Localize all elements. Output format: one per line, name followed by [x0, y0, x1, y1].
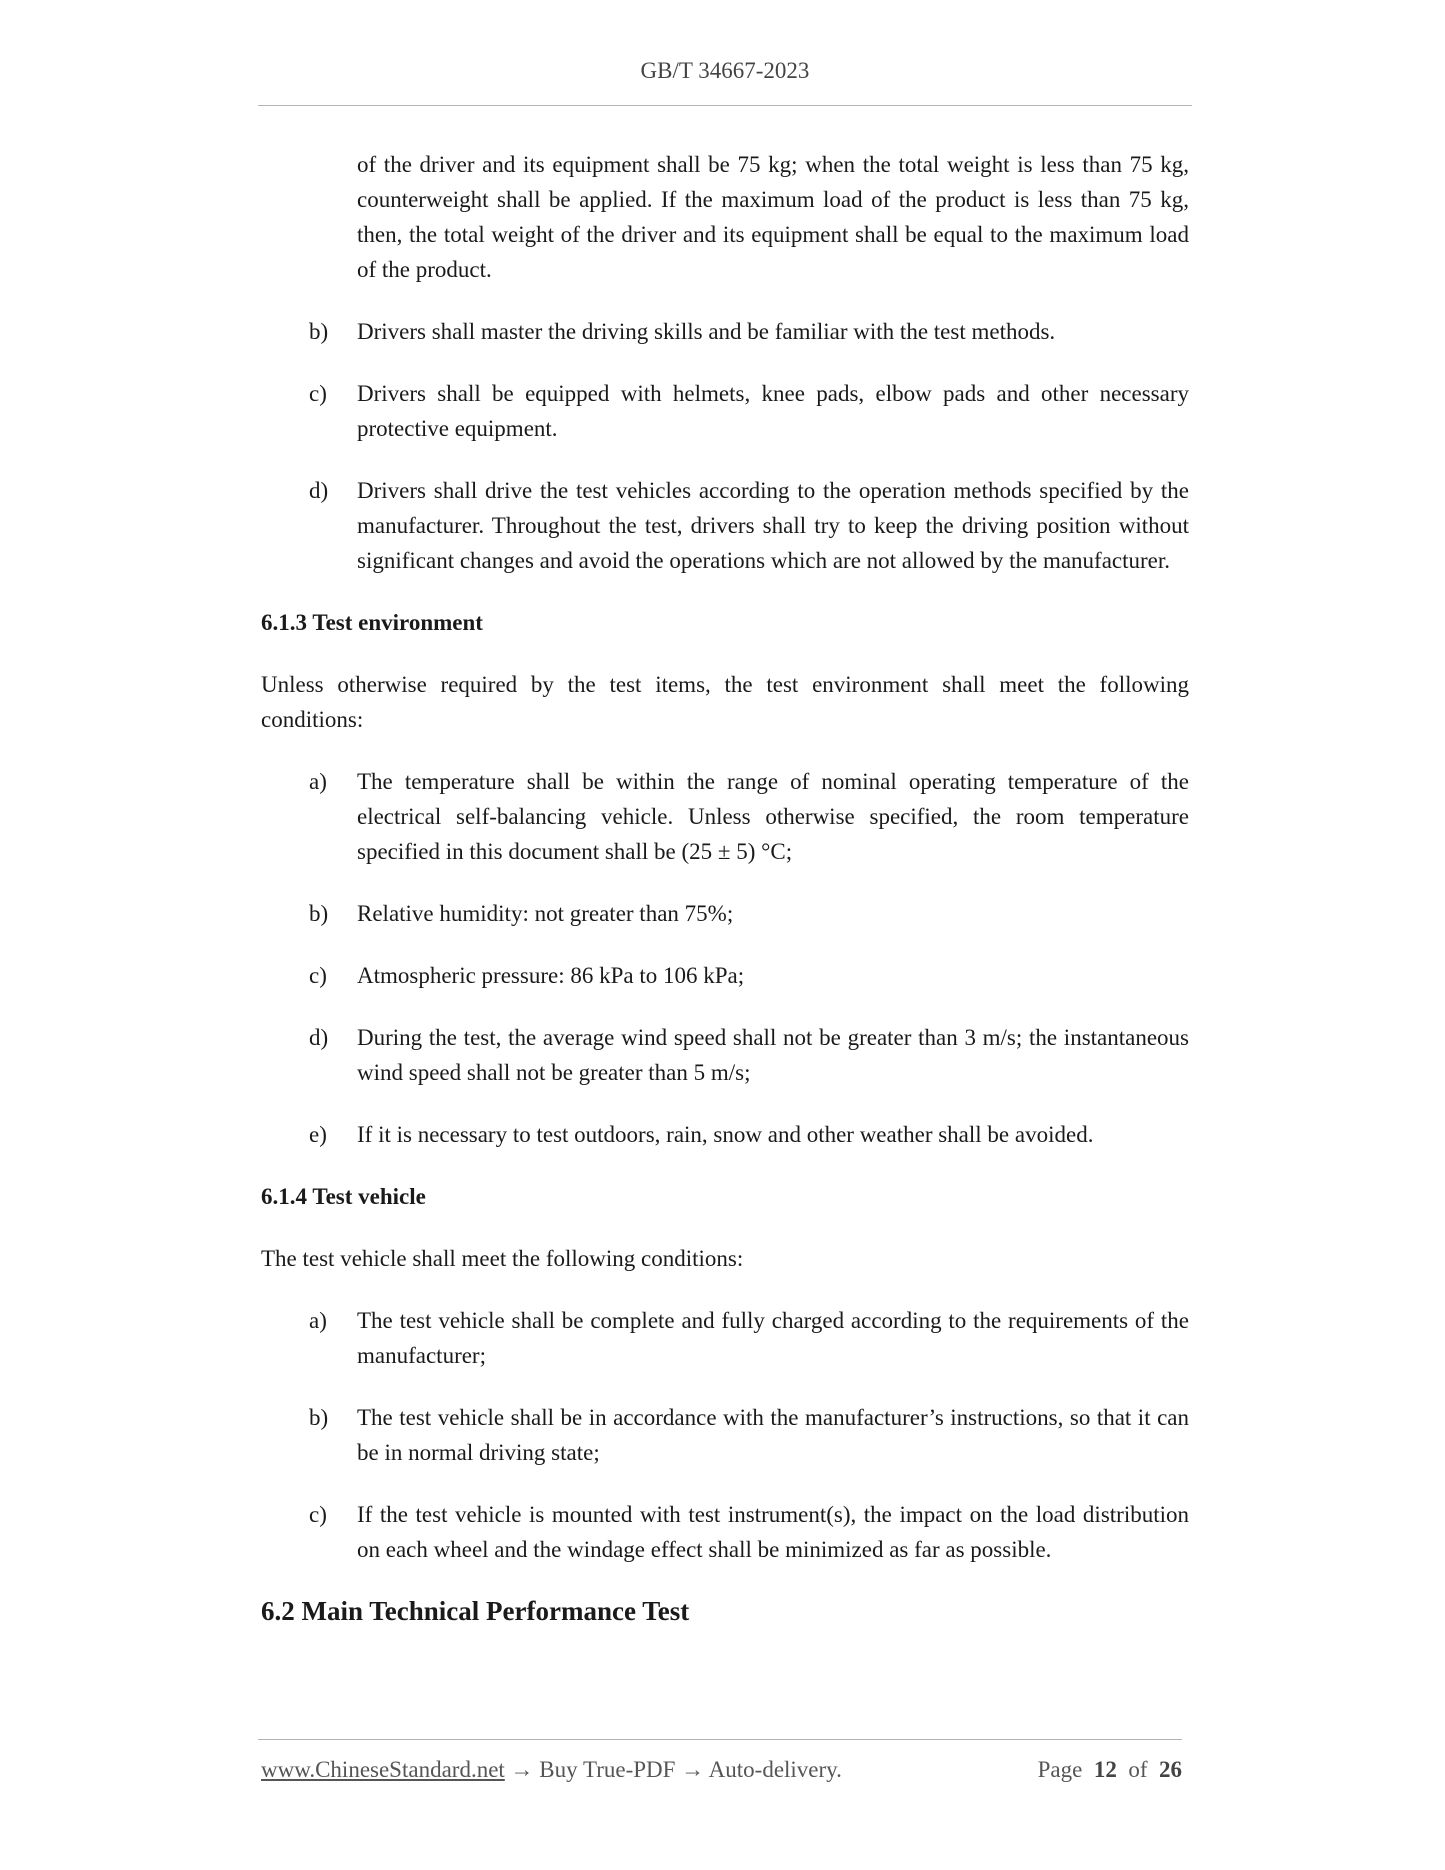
list-marker: b) [309, 901, 329, 926]
list-marker: d) [309, 1025, 329, 1050]
document-body [261, 147, 1189, 1629]
list-marker: c) [309, 381, 327, 406]
list-marker: c) [309, 1502, 327, 1527]
list-item [261, 896, 1189, 931]
list-item-text: During the test, the average wind speed shall not be greater than 3 m/s; the instantaneous wind speed shall not be greater than 5 m/s; [357, 1025, 1189, 1085]
list-item-text: The temperature shall be within the range of nominal operating temperature of the electrical self-balancing vehicle. Unless otherwise specified, the room temperature specified in this document shall be (25 ± 5) °C; [357, 769, 1189, 864]
list-marker: d) [309, 478, 329, 503]
list-item [261, 314, 1189, 349]
list-marker: c) [309, 963, 327, 988]
list-item-text: If it is necessary to test outdoors, rain, snow and other weather shall be avoided. [357, 1122, 1094, 1147]
section-intro: Unless otherwise required by the test items, the test environment shall meet the following conditions: [261, 672, 1189, 732]
total-pages-number: 26 [1159, 1757, 1182, 1782]
page-word: Page [1037, 1757, 1083, 1782]
list-item-text: Atmospheric pressure: 86 kPa to 106 kPa; [357, 963, 745, 988]
list-item [261, 1497, 1189, 1567]
list-item-text: The test vehicle shall be complete and fully charged according to the requirements of the manufacturer; [357, 1308, 1189, 1368]
section-intro: The test vehicle shall meet the following conditions: [261, 1246, 744, 1271]
list-item [261, 958, 1189, 993]
list-item-text: Relative humidity: not greater than 75%; [357, 901, 734, 926]
website-link[interactable]: www.ChineseStandard.net [261, 1757, 505, 1782]
of-word: of [1128, 1757, 1148, 1782]
list-item [261, 1020, 1189, 1090]
page-footer [261, 1757, 1182, 1783]
footer-divider [258, 1739, 1182, 1740]
header-divider [258, 105, 1192, 106]
list-item-text: Drivers shall drive the test vehicles according to the operation methods specified by the manufacturer. Throughout the test, drivers shall try to keep the driving position without significant changes and avoid the operations which are not allowed by the manufacturer. [357, 478, 1189, 573]
list-item-text: The test vehicle shall be in accordance with the manufacturer’s instructions, so that it can be in normal driving state; [357, 1405, 1189, 1465]
list-marker: b) [309, 319, 329, 344]
page-indicator [1038, 1757, 1182, 1783]
list-item-text: Drivers shall master the driving skills and be familiar with the test methods. [357, 319, 1056, 344]
list-item [261, 1117, 1189, 1152]
list-marker: e) [309, 1122, 327, 1147]
footer-promo-text: → Buy True-PDF → Auto-delivery. [504, 1757, 842, 1782]
list-item [261, 1303, 1189, 1373]
list-item [261, 764, 1189, 869]
running-header: GB/T 34667-2023 [640, 58, 810, 83]
list-marker: a) [309, 769, 327, 794]
footer-promo [261, 1757, 842, 1783]
list-marker: b) [309, 1405, 329, 1430]
section-heading-6-2: 6.2 Main Technical Performance Test [261, 1596, 690, 1626]
section-heading-6-1-4: 6.1.4 Test vehicle [261, 1184, 426, 1209]
list-item [261, 376, 1189, 446]
list-item [261, 1400, 1189, 1470]
list-marker: a) [309, 1308, 327, 1333]
section-heading-6-1-3: 6.1.3 Test environment [261, 610, 483, 635]
current-page-number: 12 [1093, 1757, 1117, 1782]
item-a-continuation: of the driver and its equipment shall be 75 kg; when the total weight is less than 75 kg, counterweight shall be applied. If the maximum load of the product is less than 75 kg, then, the total weight of the driver and its equipment shall be equal to the maximum load of the product. [357, 152, 1189, 282]
list-item-text: If the test vehicle is mounted with test instrument(s), the impact on the load distribution on each wheel and the windage effect shall be minimized as far as possible. [357, 1502, 1189, 1562]
list-item-text: Drivers shall be equipped with helmets, knee pads, elbow pads and other necessary protective equipment. [357, 381, 1189, 441]
list-item [261, 473, 1189, 578]
